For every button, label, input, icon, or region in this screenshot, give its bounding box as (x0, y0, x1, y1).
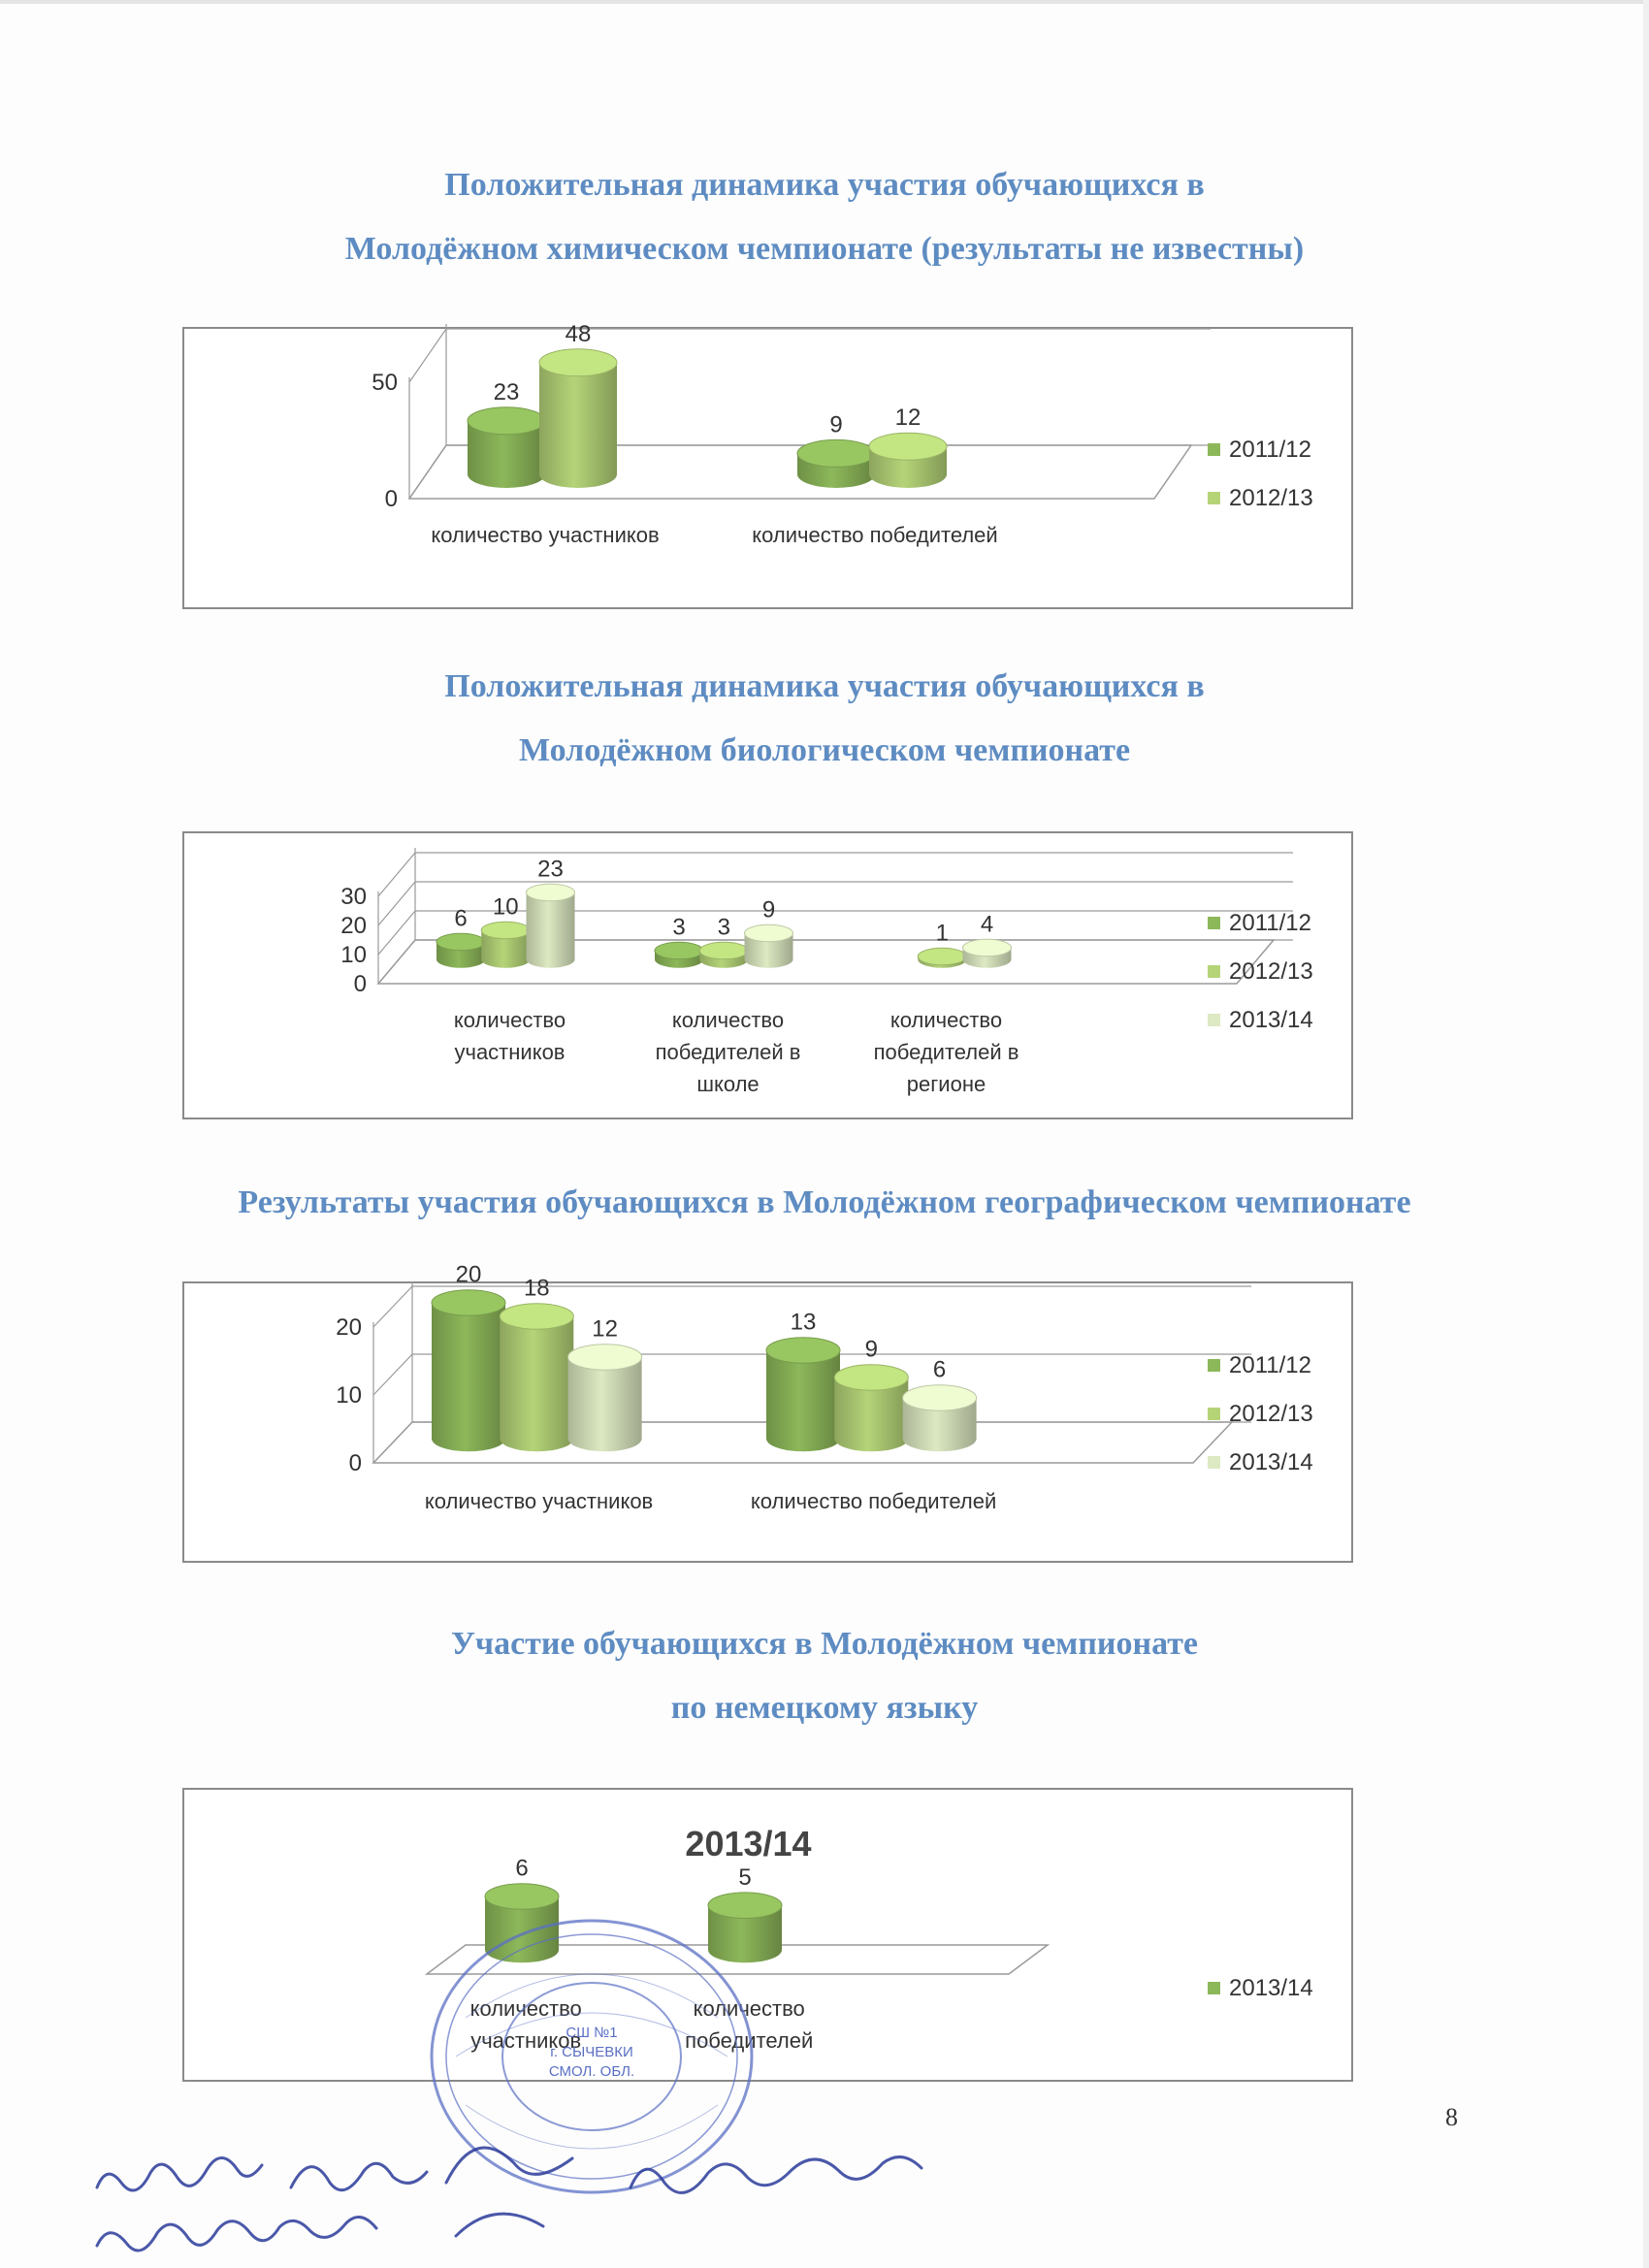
bar (481, 922, 530, 968)
side-gridline (409, 329, 446, 382)
bar (568, 1345, 642, 1452)
legend-label: 2011/12 (1229, 910, 1311, 936)
bar (963, 939, 1012, 968)
chart-chemistry (182, 320, 1353, 609)
y-tick-label: 20 (340, 913, 367, 939)
heading-geography-line-1: Результаты участия обучающихся в Молодёжном географическом чемпионате (238, 1184, 1411, 1220)
bar (834, 1365, 908, 1452)
legend-item (1208, 899, 1313, 948)
bar (903, 1385, 977, 1452)
chart-biology (182, 831, 1353, 1119)
heading-chemistry-line-1: Положительная динамика участия обучающихся в (444, 167, 1205, 203)
data-label: 6 (515, 1855, 529, 1882)
heading-chemistry (0, 153, 1649, 281)
heading-biology-line-1: Положительная динамика участия обучающихся в (444, 668, 1205, 704)
handwritten-signature (87, 2129, 1057, 2265)
legend-item (1208, 996, 1313, 1045)
bar (436, 933, 485, 968)
legend-swatch (1208, 1014, 1220, 1026)
legend-label: 2011/12 (1229, 437, 1311, 463)
legend-swatch (1208, 1982, 1220, 1994)
data-label: 3 (672, 914, 686, 941)
legend-swatch (1208, 1408, 1220, 1420)
stamp-line-3: СМОЛ. ОБЛ. (548, 2063, 635, 2080)
legend-label: 2011/12 (1229, 1352, 1311, 1378)
side-gridline (378, 853, 415, 896)
y-tick-label: 0 (348, 1450, 362, 1476)
chart-title: 2013/14 (685, 1824, 812, 1863)
stamp-line-2: г. СЫЧЕВКИ (550, 2044, 633, 2060)
chart-geography (182, 1261, 1353, 1563)
bar (699, 942, 748, 968)
data-label: 10 (492, 893, 519, 921)
bar (527, 884, 575, 968)
scan-edge-right (1643, 0, 1649, 2268)
heading-biology-line-2: Молодёжном биологическом чемпионате (518, 732, 1131, 768)
bar (869, 433, 947, 488)
data-label: 1 (935, 920, 949, 947)
bar (500, 1304, 573, 1452)
chart-svg (184, 1261, 1351, 1561)
page-number: 8 (1445, 2103, 1458, 2131)
chart-svg (184, 833, 1351, 1118)
side-gridline (378, 911, 415, 955)
legend-item (1208, 1390, 1313, 1439)
y-tick-label: 10 (336, 1382, 362, 1409)
side-gridline (378, 882, 415, 925)
legend-item (1208, 948, 1313, 996)
data-label: 9 (761, 896, 776, 923)
category-label: количество участников (469, 1996, 582, 2053)
side-gridline (378, 940, 415, 984)
legend (1208, 426, 1313, 523)
data-label: 6 (932, 1356, 947, 1383)
stamp-line-1: СШ №1 (566, 2025, 618, 2041)
legend-label: 2013/14 (1229, 1449, 1313, 1475)
category-label: количество участников (453, 1008, 566, 1064)
data-label: 12 (894, 405, 922, 432)
bar (745, 924, 793, 968)
y-tick-label: 30 (340, 884, 367, 910)
legend-label: 2012/13 (1229, 485, 1313, 511)
legend (1208, 899, 1313, 1045)
legend-swatch (1208, 965, 1220, 978)
category-label: количество победителей в регионе (873, 1008, 1019, 1096)
legend-label: 2012/13 (1229, 958, 1313, 985)
heading-german-line-2: по немецкому языку (670, 1690, 979, 1726)
chart-svg (184, 1790, 1351, 2080)
legend (1208, 1342, 1313, 1487)
y-tick-label: 10 (340, 942, 367, 968)
bar (918, 948, 966, 968)
data-label: 20 (455, 1261, 482, 1288)
category-label: количество победителей (752, 523, 998, 547)
legend-label: 2012/13 (1229, 1401, 1313, 1427)
category-label: количество победителей (685, 1996, 814, 2053)
legend-swatch (1208, 917, 1220, 929)
y-tick-label: 50 (372, 370, 398, 396)
heading-biology (0, 655, 1649, 783)
y-tick-label: 0 (353, 971, 367, 997)
bar (468, 407, 545, 488)
chart-german (182, 1788, 1353, 2082)
bar (766, 1338, 840, 1452)
data-label: 18 (523, 1275, 550, 1302)
data-label: 23 (537, 856, 564, 883)
category-label: количество участников (431, 523, 660, 547)
legend-item (1208, 1342, 1313, 1390)
legend-swatch (1208, 1456, 1220, 1469)
chart-svg (184, 320, 1351, 607)
side-gridline (373, 1422, 412, 1463)
data-label: 3 (717, 914, 730, 941)
bar (539, 349, 617, 488)
legend-swatch (1208, 443, 1220, 456)
heading-geography (0, 1171, 1649, 1235)
data-label: 4 (980, 911, 994, 938)
data-label: 9 (829, 411, 843, 438)
bar (797, 439, 875, 488)
data-label: 12 (592, 1315, 618, 1343)
legend-item (1208, 1964, 1313, 2013)
side-gridline (409, 445, 446, 499)
y-tick-label: 20 (336, 1314, 362, 1341)
side-gridline (373, 1354, 412, 1395)
data-label: 13 (790, 1309, 817, 1336)
side-gridline (373, 1286, 412, 1327)
legend-item (1208, 1439, 1313, 1487)
data-label: 48 (565, 320, 592, 347)
legend-label: 2013/14 (1229, 1975, 1313, 2001)
heading-german (0, 1612, 1649, 1740)
category-label: количество победителей (750, 1489, 997, 1513)
scan-edge (0, 0, 1649, 4)
legend-item (1208, 474, 1313, 523)
legend-swatch (1208, 1359, 1220, 1372)
legend (1208, 1964, 1313, 2013)
bar (655, 942, 703, 968)
category-label: количество победителей в школе (655, 1008, 801, 1096)
data-label: 23 (493, 378, 520, 405)
data-label: 9 (864, 1336, 878, 1363)
category-label: количество участников (424, 1489, 654, 1513)
data-label: 5 (738, 1863, 752, 1891)
legend-label: 2013/14 (1229, 1007, 1313, 1033)
y-tick-label: 0 (384, 486, 398, 512)
data-label: 6 (454, 905, 468, 932)
bar (432, 1290, 505, 1452)
legend-item (1208, 426, 1313, 474)
heading-german-line-1: Участие обучающихся в Молодёжном чемпионате (450, 1626, 1199, 1662)
legend-swatch (1208, 492, 1220, 504)
heading-chemistry-line-2: Молодёжном химическом чемпионате (результаты не известны) (344, 231, 1305, 267)
